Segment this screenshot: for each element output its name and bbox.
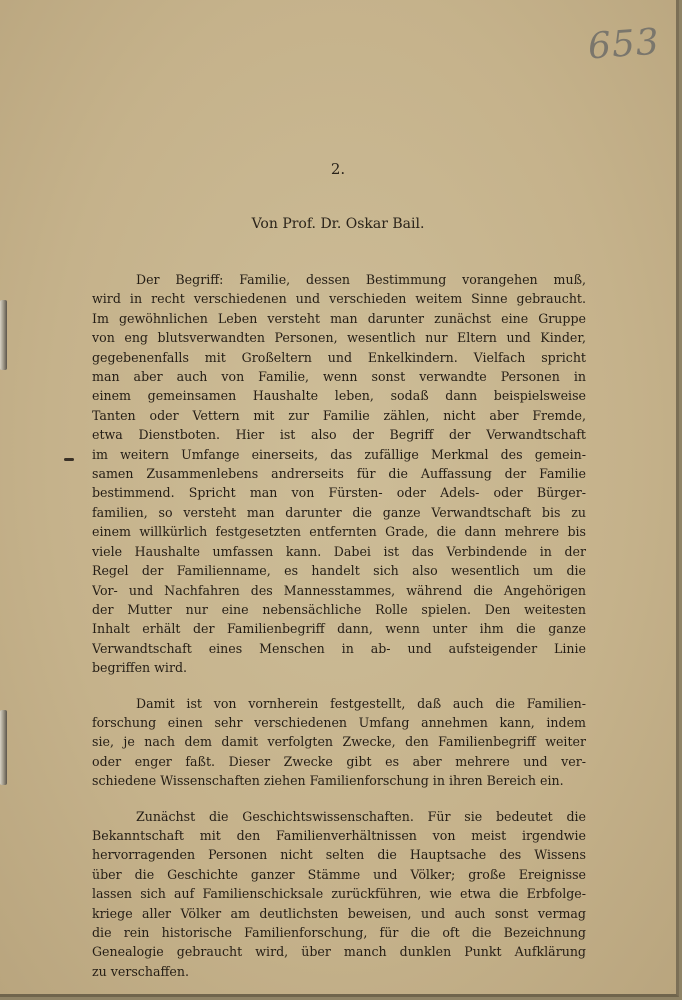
author-line: Von Prof. Dr. Oskar Bail. (251, 216, 425, 232)
handwritten-page-number: 653 (586, 21, 662, 68)
text-line: im weitern Umfange einerseits, das zufällige Merkmal des gemein- (92, 446, 586, 462)
text-line: Genealogie gebraucht wird, über manch dunklen Punkt Aufklärung (92, 944, 586, 960)
text-line: der Mutter nur eine nebensächliche Rolle spielen. Den weitesten (92, 601, 586, 617)
text-line: Vor- und Nachfahren des Mannesstammes, während die Angehörigen (92, 582, 586, 598)
text-line: wird in recht verschiedenen und verschieden weitem Sinne gebraucht. (92, 291, 586, 307)
text-line: Damit ist von vornherein festgestellt, daß auch die Familien- (136, 695, 586, 711)
text-line: begriffen wird. (92, 660, 188, 676)
page-number: 2. (330, 160, 346, 178)
binding-staple-bottom (0, 710, 7, 785)
text-line: gegebenenfalls mit Großeltern und Enkelkindern. Vielfach spricht (92, 349, 586, 365)
text-line: Zunächst die Geschichtswissenschaften. Für sie bedeutet die (136, 808, 586, 824)
binding-staple-top (0, 300, 7, 370)
text-line: viele Haushalte umfassen kann. Dabei ist das Verbindende in der (92, 543, 586, 559)
text-line: Tanten oder Vettern mit zur Familie zählen, nicht aber Fremde, (92, 407, 586, 423)
text-line: Verwandtschaft eines Menschen in ab- und aufsteigender Linie (92, 640, 586, 656)
text-line: Im gewöhnlichen Leben versteht man darunter zunächst eine Gruppe (92, 310, 586, 326)
text-line: einem willkürlich festgesetzten entfernten Grade, die dann mehrere bis (92, 524, 586, 540)
text-line: oder enger faßt. Dieser Zwecke gibt es aber mehrere und ver- (92, 753, 586, 769)
body-text (92, 270, 586, 997)
text-line: die rein historische Familienforschung, für die oft die Bezeichnung (92, 925, 586, 940)
text-line: samen Zusammenlebens andrerseits für die Auffassung der Familie (92, 466, 586, 482)
text-line: hervorragenden Personen nicht selten die Hauptsache des Wissens (92, 847, 586, 863)
text-line: bestimmend. Spricht man von Fürsten- oder Adels- oder Bürger- (92, 485, 586, 501)
text-line: Der Begriff: Familie, dessen Bestimmung vorangehen muß, (136, 272, 586, 287)
text-line: sie, je nach dem damit verfolgten Zwecke, den Familienbegriff weiter (92, 734, 586, 750)
paragraph-1 (92, 270, 586, 678)
text-line: Bekanntschaft mit den Familienverhältnissen von meist irgendwie (92, 827, 586, 843)
text-line: Regel der Familienname, es handelt sich also wesentlich um die (92, 563, 586, 579)
paragraph-2 (92, 694, 586, 791)
text-line: zu verschaffen. (92, 963, 189, 979)
text-line: man aber auch von Familie, wenn sonst verwandte Personen in (92, 369, 586, 385)
text-line: über die Geschichte ganzer Stämme und Völker; große Ereignisse (92, 866, 586, 882)
text-line: forschung einen sehr verschiedenen Umfang annehmen kann, indem (92, 714, 586, 730)
text-line: lassen sich auf Familienschicksale zurückführen, wie etwa die Erbfolge- (92, 886, 586, 902)
text-line: schiedene Wissenschaften ziehen Familienforschung in ihren Bereich ein. (92, 773, 564, 789)
text-line: etwa Dienstboten. Hier ist also der Begriff der Verwandtschaft (92, 427, 586, 443)
paragraph-3 (92, 807, 586, 982)
text-line: von eng blutsverwandten Personen, wesentlich nur Eltern und Kinder, (92, 330, 586, 346)
text-line: einem gemeinsamen Haushalte leben, sodaß dann beispielsweise (92, 388, 586, 404)
text-line: Inhalt erhält der Familienbegriff dann, wenn unter ihm die ganze (92, 621, 586, 637)
text-line: familien, so versteht man darunter die ganze Verwandtschaft bis zu (92, 504, 586, 520)
ink-mark (64, 458, 74, 461)
text-line: kriege aller Völker am deutlichsten beweisen, und auch sonst vermag (92, 905, 586, 921)
